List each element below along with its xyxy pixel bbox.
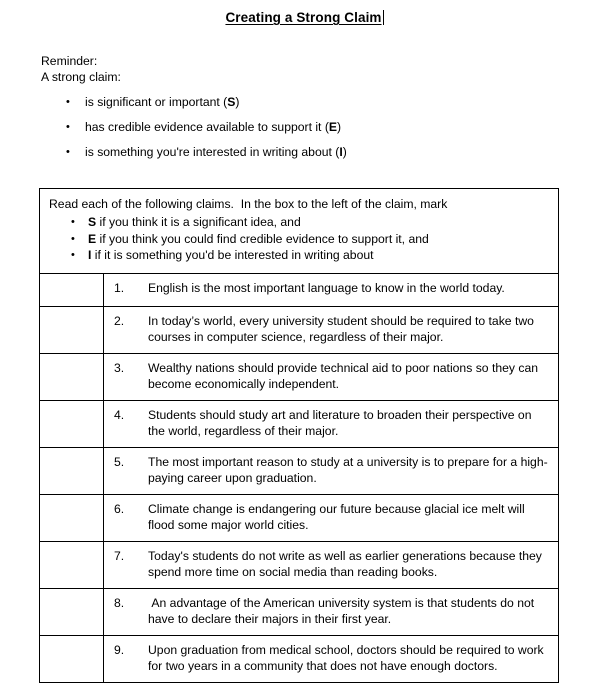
claim-cell-7: [104, 542, 558, 588]
trait-text-after: ): [235, 95, 240, 109]
mark-cell-9[interactable]: [40, 636, 104, 682]
claim-number: 5.: [114, 454, 125, 469]
claim-number: 3.: [114, 360, 125, 375]
claim-text: Climate change is endangering our future because glacial ice melt will flood some major world cities.: [148, 501, 529, 532]
bullet-icon: •: [71, 216, 75, 228]
claim-cell-1: [104, 274, 558, 306]
mark-cell-6[interactable]: [40, 495, 104, 541]
claim-cell-6: [104, 495, 558, 541]
claim-text: Today's students do not write as well as earlier generations because they spend more time on social media than reading books.: [148, 548, 546, 579]
claim-number: 1.: [114, 280, 125, 295]
instruction-code: I: [88, 248, 92, 262]
claim-number: 2.: [114, 313, 125, 328]
list-item: [41, 140, 501, 165]
claim-text: Wealthy nations should provide technical aid to poor nations so they can become economically independent.: [148, 360, 542, 391]
reminder-block: [41, 53, 121, 85]
claim-text: Upon graduation from medical school, doctors should be required to work for two years in a community that does not have enough doctors.: [148, 642, 548, 673]
claim-number: 8.: [114, 595, 125, 610]
instruction-text: if it is something you'd be interested in writing about: [91, 248, 374, 262]
claim-cell-3: [104, 354, 558, 400]
claim-text: The most important reason to study at a university is to prepare for a high-paying career upon graduation.: [148, 454, 548, 485]
claim-number: 4.: [114, 407, 125, 422]
reminder-subheading: A strong claim:: [41, 70, 121, 84]
claim-text: In today’s world, every university student should be required to take two courses in computer science, regardless of their major.: [148, 313, 538, 344]
table-row: [40, 542, 558, 589]
mark-cell-4[interactable]: [40, 401, 104, 447]
mark-cell-7[interactable]: [40, 542, 104, 588]
page-title-container: [0, 9, 609, 27]
instructions-cell: [40, 189, 558, 274]
claim-cell-9: [104, 636, 558, 682]
instruction-item-s: [49, 214, 550, 231]
bullet-icon: •: [66, 121, 70, 133]
trait-code: S: [227, 95, 236, 109]
instruction-text: if you think you could find credible evidence to support it, and: [96, 231, 429, 246]
table-row: [40, 448, 558, 495]
bullet-icon: •: [66, 96, 70, 108]
mark-cell-3[interactable]: [40, 354, 104, 400]
mark-cell-5[interactable]: [40, 448, 104, 494]
claim-text: English is the most important language to know in the world today.: [148, 280, 505, 295]
mark-cell-1[interactable]: [40, 274, 104, 306]
list-item: [41, 90, 501, 115]
mark-cell-2[interactable]: [40, 307, 104, 353]
trait-text-after: ): [337, 120, 342, 134]
list-item: [41, 115, 501, 140]
claim-cell-8: [104, 589, 558, 635]
table-row: [40, 307, 558, 354]
trait-code: E: [328, 120, 338, 134]
instruction-code: E: [88, 231, 97, 246]
strong-claim-traits-list: [41, 90, 501, 165]
table-row: [40, 401, 558, 448]
trait-code: I: [339, 145, 343, 159]
instruction-item-e: [49, 231, 550, 248]
claims-table: [39, 188, 559, 683]
claim-number: 9.: [114, 642, 125, 657]
trait-text: has credible evidence available to support it (: [85, 120, 329, 134]
instructions-lead-text: Read each of the following claims. In the box to the left of the claim, mark: [49, 197, 448, 211]
claim-text: An advantage of the American university system is that students do not have to declare their majors in their first year.: [148, 595, 538, 626]
claim-cell-5: [104, 448, 558, 494]
table-row: [40, 589, 558, 636]
table-row: [40, 636, 558, 682]
reminder-heading: Reminder:: [41, 54, 98, 68]
claim-number: 6.: [114, 501, 125, 516]
claim-cell-2: [104, 307, 558, 353]
bullet-icon: •: [71, 232, 75, 245]
mark-cell-8[interactable]: [40, 589, 104, 635]
claim-cell-4: [104, 401, 558, 447]
page-title: Creating a Strong Claim: [225, 10, 382, 25]
table-row: [40, 495, 558, 542]
trait-text: is something you're interested in writing about (: [85, 145, 340, 159]
table-row: [40, 354, 558, 401]
trait-text-after: ): [342, 145, 347, 159]
table-row: [40, 274, 558, 307]
claim-text: Students should study art and literature to broaden their perspective on the world, regardless of their major.: [148, 407, 535, 438]
instruction-code: S: [88, 215, 97, 229]
bullet-icon: •: [71, 249, 75, 261]
instruction-text: if you think it is a significant idea, and: [96, 215, 301, 229]
bullet-icon: •: [66, 146, 70, 158]
instruction-item-i: [49, 247, 550, 264]
trait-text: is significant or important (: [85, 95, 228, 109]
claim-number: 7.: [114, 548, 125, 563]
